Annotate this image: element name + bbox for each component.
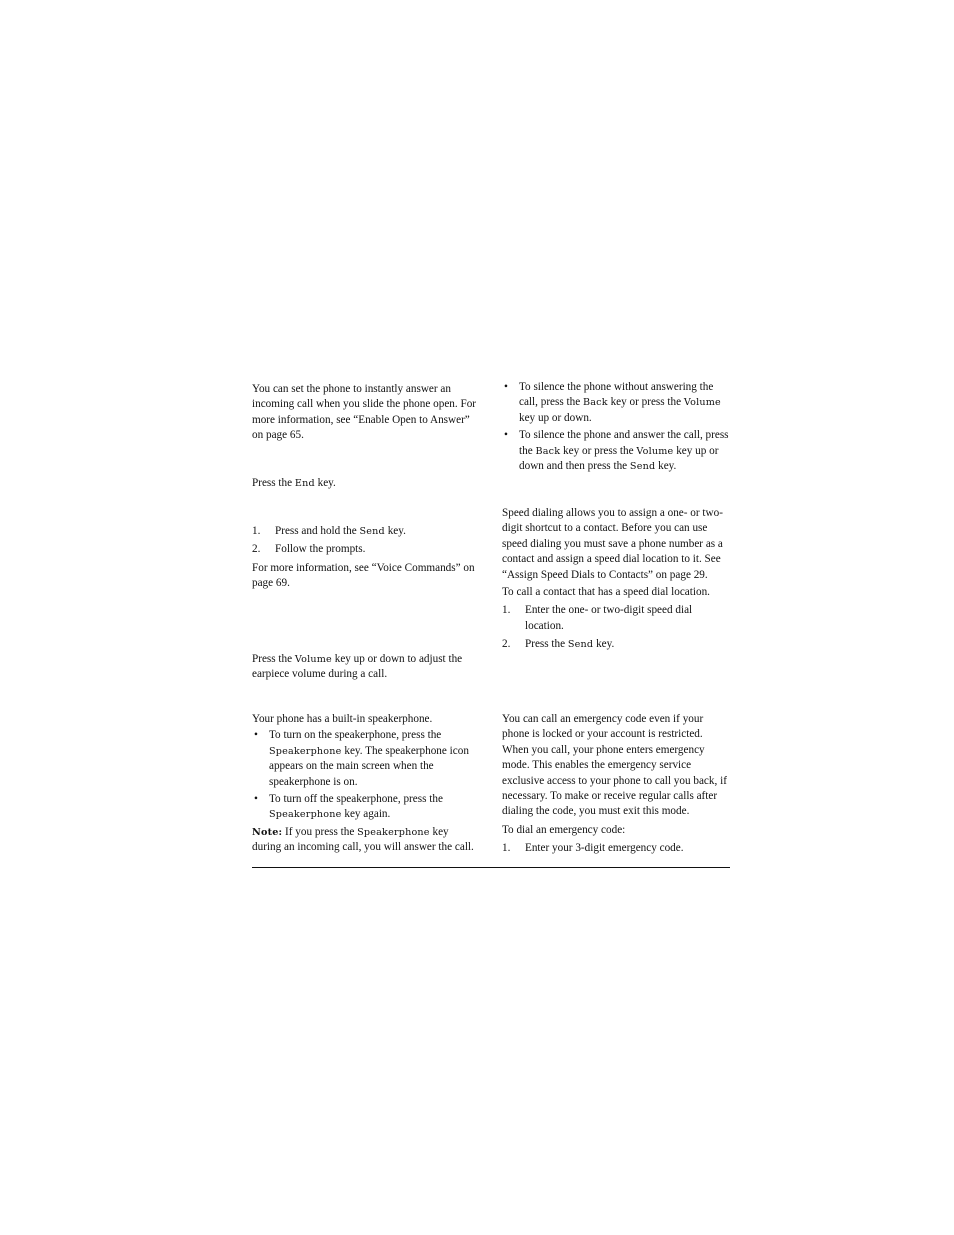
- voice-more-text: For more information, see “Voice Commands” on page 69.: [252, 562, 475, 590]
- step-text-post: key.: [387, 525, 406, 537]
- send-key: Send: [359, 526, 385, 537]
- step-number: 2.: [502, 638, 511, 651]
- bullet: •: [504, 381, 508, 393]
- end-call-pre: Press the: [252, 477, 293, 489]
- end-call-paragraph: [252, 476, 336, 491]
- emergency-section: [502, 712, 730, 857]
- speed-dial-section: [502, 506, 730, 653]
- note-post: key during an incoming call, you will answer the call.: [252, 825, 474, 854]
- note-label: Note:: [252, 826, 283, 838]
- voice-more-paragraph: [252, 561, 480, 592]
- bullet: •: [254, 793, 258, 806]
- step-text: Follow the prompts.: [275, 543, 366, 556]
- bullet-text-mid: key or press the: [610, 396, 682, 409]
- note-paragraph: [252, 825, 480, 856]
- list-item: [252, 792, 480, 823]
- speakerphone-intro: Your phone has a built-in speakerphone.: [252, 713, 433, 725]
- step-text-post: key.: [596, 638, 615, 651]
- step-text: Enter the one- or two-digit speed dial location.: [525, 604, 693, 632]
- bullet-text-mid: key or press the: [563, 444, 634, 457]
- volume-post: key up or down to adjust the earpiece volume during a call.: [252, 653, 463, 681]
- speakerphone-key: Speakerphone: [357, 826, 430, 838]
- bullet-text-post: key again.: [344, 808, 391, 821]
- bullet-text: To turn on the speakerphone, press the: [269, 729, 442, 742]
- bullet-text: To silence the phone without answering the call, press the: [519, 381, 714, 409]
- bullet-text-post: key.: [658, 460, 677, 473]
- open-to-answer-text: You can set the phone to instantly answer an incoming call when you slide the phone open. For more information, see “Enable Open to Answer” on page 65.: [252, 383, 477, 442]
- bullet-text: To turn off the speakerphone, press the: [269, 793, 443, 806]
- emergency-intro: You can call an emergency code even if your phone is locked or your account is restricted. When you call, your phone enters emergency mode. This enables the emergency service exclusive access to your phone to call you back, if necessary. To make or receive regular calls after dialing the code, you must exit this mode.: [502, 713, 727, 818]
- voice-dial-steps: [252, 524, 480, 558]
- step-number: 1.: [252, 525, 261, 537]
- speakerphone-key: Speakerphone: [269, 809, 342, 821]
- list-item: [252, 728, 480, 790]
- volume-key: Volume: [683, 397, 721, 409]
- list-item: [502, 428, 730, 474]
- silence-bullets: [502, 380, 730, 474]
- note-pre: If you press the: [285, 825, 355, 838]
- step-text: Press the: [525, 638, 566, 651]
- back-key: Back: [583, 397, 608, 409]
- bullet-text: To silence the phone and answer the call, press the: [519, 429, 729, 457]
- footer-rule: [252, 867, 730, 868]
- speed-dial-call: To call a contact that has a speed dial location.: [502, 586, 710, 599]
- list-item: [502, 841, 730, 856]
- send-key: Send: [629, 461, 656, 473]
- speed-dial-intro: Speed dialing allows you to assign a one- or two-digit shortcut to a contact. Before you can use speed dialing you must save a phone number as a contact and assign a speed dial location to it. See “Assign Speed Dials to Contacts” on page 29.: [502, 507, 723, 581]
- step-number: 1.: [502, 604, 511, 617]
- step-number: 1.: [502, 842, 511, 855]
- end-key: End: [294, 478, 315, 489]
- back-key: Back: [535, 445, 561, 457]
- volume-paragraph: [252, 652, 480, 683]
- list-item: [252, 524, 480, 539]
- speakerphone-section: [252, 712, 480, 856]
- bullet: •: [504, 429, 508, 442]
- bullet-text-post: key up or down.: [519, 411, 592, 424]
- volume-pre: Press the: [252, 653, 293, 665]
- bullet-text-mid2: key up or down and then press the: [519, 444, 719, 473]
- step-text: Enter your 3-digit emergency code.: [525, 842, 684, 855]
- open-to-answer-paragraph: [252, 382, 480, 444]
- emergency-dial: To dial an emergency code:: [502, 823, 626, 836]
- step-number: 2.: [252, 543, 261, 556]
- list-item: [502, 380, 730, 426]
- volume-key: Volume: [294, 654, 332, 665]
- step-text: Press and hold the: [275, 525, 357, 537]
- list-item: [252, 542, 480, 557]
- send-key: Send: [567, 639, 594, 651]
- volume-key: Volume: [636, 445, 674, 457]
- list-item: [502, 637, 730, 652]
- end-call-post: key.: [317, 477, 336, 489]
- bullet-text-post: key. The speakerphone icon appears on the main screen when the speakerphone is on.: [269, 744, 469, 788]
- bullet: •: [254, 729, 258, 742]
- speakerphone-key: Speakerphone: [269, 745, 342, 757]
- list-item: [502, 603, 730, 634]
